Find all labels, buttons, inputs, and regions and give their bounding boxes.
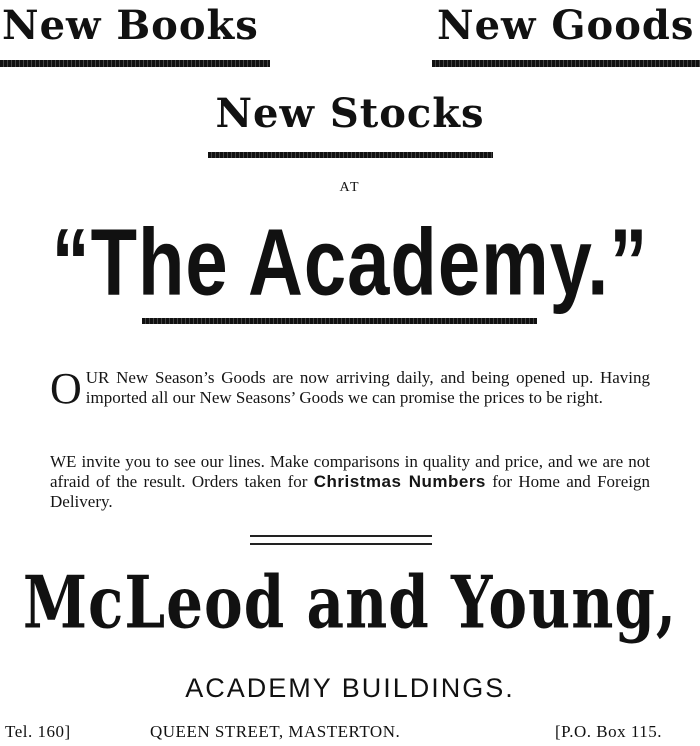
telephone: Tel. 160] — [5, 722, 71, 741]
divider-center — [208, 152, 493, 158]
paragraph-invite-end: for Home and Foreign Delivery. — [50, 472, 650, 511]
christmas-numbers: Christmas Numbers — [313, 472, 486, 491]
address: QUEEN STREET, MASTERTON. — [150, 722, 401, 741]
po-box: [P.O. Box 115. — [555, 722, 662, 741]
building-name: ACADEMY BUILDINGS. — [185, 673, 515, 703]
paragraph-arrivals — [50, 364, 650, 413]
paragraph-invite-text: WE invite you to see our lines. Make comparisons in quality and price, and we are not afraid of the result. Orders taken for — [50, 452, 650, 491]
dropcap: O — [50, 364, 82, 413]
company-name: McLeod and Young, — [22, 560, 678, 645]
heading-new-goods: New Goods — [437, 2, 695, 49]
paragraph-invite — [50, 452, 650, 512]
divider-right — [432, 60, 700, 67]
divider-store — [142, 318, 537, 324]
divider-double — [250, 535, 432, 545]
paragraph-arrivals-text: UR New Season’s Goods are now arriving daily, and being opened up. Having imported all our New Seasons’ Goods we can promise the prices to be right. — [85, 368, 650, 407]
heading-new-books: New Books — [2, 2, 259, 49]
divider-left — [0, 60, 270, 67]
at-label: AT — [339, 180, 361, 195]
store-name: “The Academy.” — [51, 209, 649, 316]
heading-new-stocks: New Stocks — [215, 90, 485, 137]
